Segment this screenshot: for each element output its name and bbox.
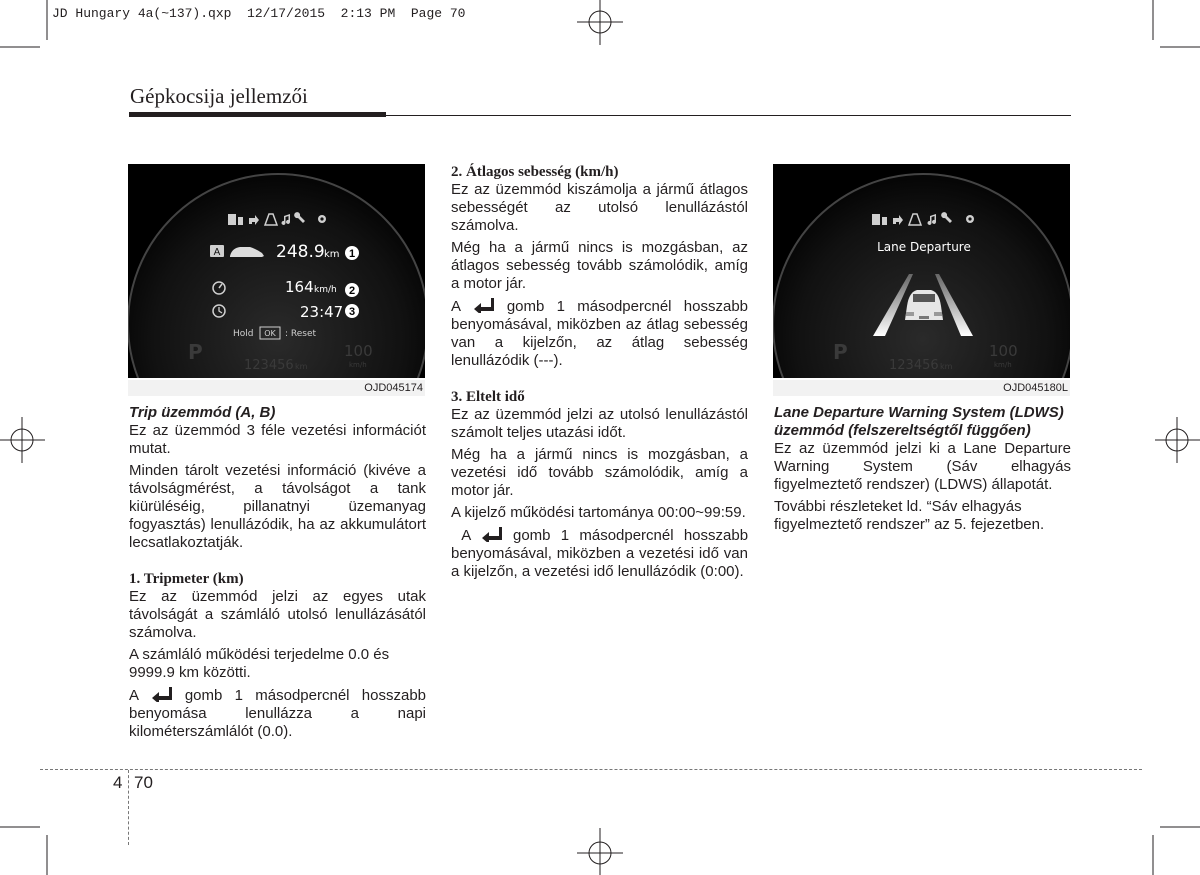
return-button-icon (481, 526, 503, 542)
odometer-unit-2: km (940, 362, 953, 371)
gear-indicator-2: P (833, 340, 848, 364)
speed-dim-unit-2: km/h (994, 361, 1012, 369)
average-speed: 164 (285, 278, 314, 296)
lane-departure-figure (773, 164, 1070, 378)
average-speed-reset-pre: A (451, 298, 461, 315)
elapsed-time-heading: 3. Eltelt idő (451, 389, 525, 405)
trip-distance: 248.9 (276, 242, 325, 262)
page-number: 70 (134, 773, 153, 792)
column-2 (451, 163, 748, 585)
figure2-caption-text: OJD045180L (1003, 382, 1068, 394)
return-button-icon (151, 686, 173, 702)
elapsed-time-range: A kijelző működési tartománya 00:00~99:59. (451, 504, 746, 521)
print-header: JD Hungary 4a(~137).qxp 12/17/2015 2:13 PM Page 70 (52, 6, 466, 21)
elapsed-time-reset (451, 526, 748, 581)
callout-3: 3 (348, 306, 356, 318)
column-3 (774, 404, 1071, 538)
tripmeter-description: Ez az üzemmód jelzi az egyes utak távolságát a számláló utolsó lenullázásától számolva. (129, 588, 426, 641)
elapsed-time-reset-text: gomb 1 másodpercnél hosszabb benyomásával, miközben a vezetési idő van a kijelzőn, a vezetési idő lenullázódik (0:00). (451, 527, 749, 580)
average-speed-reset-text: gomb 1 másodpercnél hosszabb benyomásával, miközben az átlag sebesség van a kijelzőn, az átlag sebesség lenullázódik (---). (451, 298, 749, 369)
speed-dim-2: 100 (989, 342, 1018, 360)
hold-label: Hold (233, 329, 254, 339)
callout-2: 2 (348, 285, 356, 297)
distance-unit: km (324, 249, 340, 260)
lane-departure-title: Lane Departure (877, 240, 971, 254)
tripmeter-reset (129, 686, 426, 741)
ldws-reference: További részleteket ld. “Sáv elhagyás figyelmeztető rendszer” az 5. fejezetben. (774, 498, 1045, 533)
section-title: Gépkocsija jellemzői (130, 84, 308, 108)
title-rule-accent (129, 112, 386, 117)
speed-unit: km/h (314, 285, 337, 295)
odometer: 123456 (244, 358, 294, 373)
lane-departure-graphic (773, 164, 1070, 378)
trip-mode-heading: Trip üzemmód (A, B) (129, 404, 276, 421)
average-speed-note: Még ha a jármű nincs is mozgásban, az átlagos sebesség tovább számolódik, amíg a motor jár. (451, 239, 748, 292)
elapsed-time-reset-pre: A (461, 527, 471, 544)
trip-display-graphic (128, 164, 425, 378)
average-speed-reset (451, 297, 748, 370)
ldws-description: Ez az üzemmód jelzi ki a Lane Departure Warning System (Sáv elhagyás figyelmeztető rendszer) (LDWS) állapotát. (774, 440, 1071, 493)
figure1-caption-text: OJD045174 (364, 382, 423, 394)
column-1 (129, 404, 426, 745)
average-speed-heading: 2. Átlagos sebesség (km/h) (451, 164, 619, 180)
ok-label: OK (264, 329, 276, 338)
elapsed-time-note: Még ha a jármű nincs is mozgásban, a vezetési idő tovább számolódik, amíg a motor jár. (451, 446, 748, 499)
tripmeter-heading: 1. Tripmeter (km) (129, 571, 244, 587)
gear-indicator: P (188, 340, 203, 364)
reset-label: : Reset (285, 329, 317, 339)
mode-badge: A (213, 247, 221, 258)
chapter-number: 4 (113, 773, 123, 792)
speed-dim: 100 (344, 342, 373, 360)
figure2-caption (773, 380, 1070, 396)
return-button-icon (473, 297, 495, 313)
footer-divider (128, 770, 129, 845)
tripmeter-reset-pre: A (129, 687, 139, 704)
footer-rule (40, 769, 1142, 770)
ldws-heading: Lane Departure Warning System (LDWS) üzemmód (felszereltségtől függően) (774, 404, 1064, 439)
elapsed-time-description: Ez az üzemmód jelzi az utolsó lenullázástól számolt teljes utazási időt. (451, 406, 748, 441)
trip-display-figure (128, 164, 425, 378)
speed-dim-unit: km/h (349, 361, 367, 369)
average-speed-description: Ez az üzemmód kiszámolja a jármű átlagos sebességét az utolsó lenullázástól számolva. (451, 181, 748, 234)
tripmeter-range: A számláló működési terjedelme 0.0 és 9999.9 km közötti. (129, 646, 390, 681)
odometer-2: 123456 (889, 358, 939, 373)
figure1-caption (128, 380, 425, 396)
odometer-unit: km (295, 362, 308, 371)
tripmeter-reset-text: gomb 1 másodpercnél hosszabb benyomása lenullázza a napi kilométerszámlálót (0.0). (129, 687, 427, 740)
trip-mode-intro: Ez az üzemmód 3 féle vezetési információt mutat. (129, 422, 426, 457)
elapsed-time: 23:47 (300, 303, 344, 321)
callout-1: 1 (348, 248, 356, 260)
trip-mode-reset-note: Minden tárolt vezetési információ (kivéve a távolságmérést, a távolságot a tank kiürüléséig, pillanatnyi üzemanyag fogyasztás) lenullázódik, ha az akkumulátort lecsatlakoztatják. (129, 462, 426, 551)
